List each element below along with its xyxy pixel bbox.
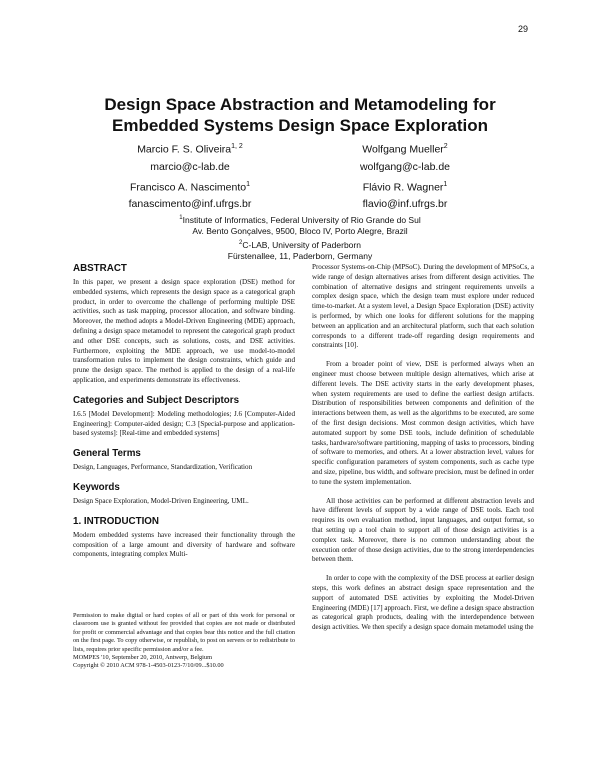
author-email: flavio@inf.ufrgs.br <box>362 198 448 210</box>
venue-text: MOMPES '10, September 20, 2010, Antwerp, Belgium <box>73 654 212 662</box>
body-paragraph: All those activities can be performed at different abstraction levels and have different levels of support by a wide range of DSE tools. Each tool requires its own evaluation method, input languages, and output format, so that setting up a tool chain to support all of those design activities is a complex task. Moreover, there is no common understanding about the execution order of those design activities, due to the strong interdependencies between them. <box>312 496 534 564</box>
general-terms-text: Design, Languages, Performance, Standardization, Verification <box>73 463 253 472</box>
body-paragraph: From a broader point of view, DSE is performed always when an engineer must choose between multiple design alternatives, which arise at different levels. The DSE activity starts in the early development phases, when system requirements are used to define the earliest design artifacts. Distribution of responsibilities between components and definition of the interactions between them, as well as the algorithms to be executed, are some of the first design decisions. Most common design activities, which have automated support by some DSE tools, include definition of schedulable tasks, hardware/software partitioning, mapping of tasks to processors, binding of software to memories, and others. At a lower abstraction level, values for specific configuration parameters of system components, such as cache type and size, pipeline, bus width, and software precision, must be defined in order to tune the system implementation. <box>312 360 534 486</box>
general-terms-heading: General Terms <box>73 448 141 460</box>
paper-title <box>60 94 540 136</box>
affiliation-2: $^2$C-LAB, University of Paderborn <box>239 239 361 250</box>
title-line-2: Embedded Systems Design Space Exploration <box>111 116 488 135</box>
affiliations <box>150 213 450 263</box>
author-email: marcio@c-lab.de <box>150 160 230 173</box>
categories-text: I.6.5 [Model Development]: Modeling methodologies; J.6 [Computer-Aided Engineering]: Computer-aided design; C.3 [Special-purpose and application-based systems]: [Real-time and embedded systems] <box>73 409 295 438</box>
affiliation-2-address: Fürstenallee, 11, Paderborn, Germany <box>227 251 373 262</box>
introduction-heading: 1. INTRODUCTION <box>73 515 159 527</box>
keywords-heading: Keywords <box>73 481 120 493</box>
author-name: Wolfgang Mueller$^2$ <box>362 143 448 156</box>
author-name: Marcio F. S. Oliveira$^{1, 2}$ <box>137 143 243 156</box>
author-email: fanascimento@inf.ufrgs.br <box>128 198 252 210</box>
author-name: Francisco A. Nascimento$^1$ <box>129 180 251 193</box>
authors-left <box>110 138 270 213</box>
introduction-text: Modern embedded systems have increased their functionality through the composition of a large amount and diversity of hardware and software components, integrating complex Multi- <box>73 530 295 559</box>
categories-heading: Categories and Subject Descriptors <box>73 394 240 406</box>
permission-text: Permission to make digital or hard copies of all or part of this work for personal or classroom use is granted without fee provided that copies are not made or distributed for profit or commercial advantage and that copies bear this notice and the full citation on the first page. To copy otherwise, or republish, to post on servers or to redistribute to lists, requires prior specific permission and/or a fee. <box>73 612 295 653</box>
body-paragraph: In order to cope with the complexity of the DSE process at earlier design steps, this work defines an abstract design space representation and the support of automated DSE activities by exploiting the Model-Driven Engineering (MDE) [17] approach. First, we define a design space abstraction as categorical graph products, dealing with the interdependence between design activities. We then specify a design space domain metamodel using the <box>312 574 534 632</box>
abstract-heading: ABSTRACT <box>73 263 127 274</box>
author-email: wolfgang@c-lab.de <box>359 160 451 173</box>
title-line-1: Design Space Abstraction and Metamodeling for <box>104 95 496 114</box>
right-column <box>312 263 534 642</box>
authors-right <box>335 138 475 213</box>
affiliation-1-address: Av. Bento Gonçalves, 9500, Bloco IV, Porto Alegre, Brazil <box>192 226 408 237</box>
abstract-text: In this paper, we present a design space exploration (DSE) method for embedded systems, which represents the design space as a categorical graph product, in order to overcome the challenge of performing multiple DSE activities, such as task mapping, processor allocation, and software binding. Moreover, the method adopts a Model-Driven Engineering (MDE) approach, defining a design space metamodel to represent the categorical graph product and other DSE concepts, such as solutions, costs, and DSE activities. Furthermore, exploiting the MDE approach, we use model-to-model transformation rules to implement the design constraints, which guide and prune the design space. The method is applied to the design of a real-life application, and experiments demonstrate its effectiveness. <box>73 278 295 384</box>
affiliation-1: $^1$Institute of Informatics, Federal University of Rio Grande do Sul <box>179 214 421 225</box>
keywords-text: Design Space Exploration, Model-Driven Engineering, UML. <box>73 496 249 505</box>
body-paragraph: Processor Systems-on-Chip (MPSoC). During the development of MPSoCs, a wide range of design alternatives arises from different design activities. The combination of alternative designs and stringent requirements unveils a complex design space, which the design team must explore under reduced time-to-market. At a system level, a Design Space Exploration (DSE) activity is performed, by which one looks for different solutions for the mapping between an application and an architectural platform, such that each solution corresponds to a different trade-off regarding design requirements and constraints [10]. <box>312 263 534 350</box>
left-column <box>73 263 295 569</box>
page-number: 29 <box>518 24 529 34</box>
copyright-line: Copyright © 2010 ACM 978-1-4503-0123-7/10/09...$10.00 <box>73 662 224 670</box>
copyright-notice <box>73 612 295 671</box>
author-name: Flávio R. Wagner$^1$ <box>362 180 448 193</box>
